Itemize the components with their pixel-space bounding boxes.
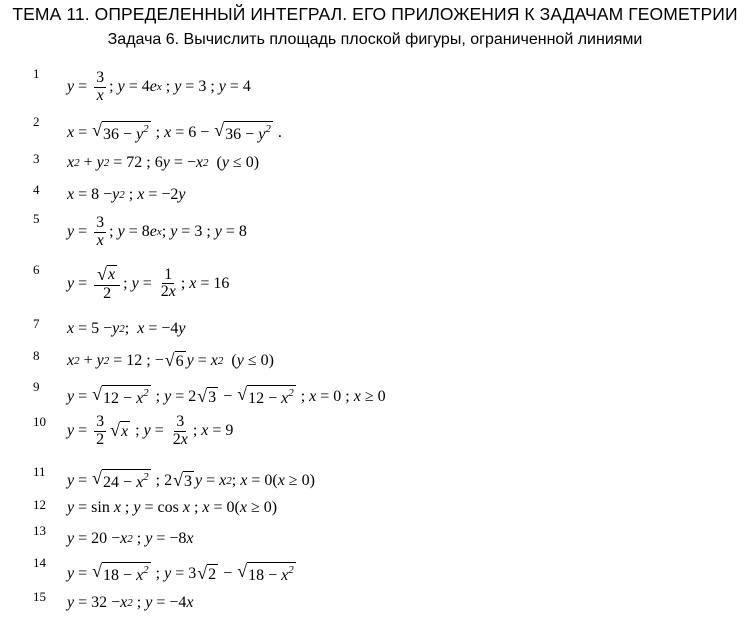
problem-number: 6: [33, 262, 40, 277]
problem-12-formula: y = sin x ; y = cos x ; x = 0( x ≥ 0): [67, 499, 278, 516]
problem-number: 1: [33, 66, 40, 81]
header: [0, 4, 750, 49]
problem-7-formula: x = 5 − y 2 ; x = −4 y: [67, 320, 186, 337]
problem-9-formula: y = √ $12 - x^2$ ; y = 2 √ 3 − √ $12 - x^2$ ; x = 0 ; x ≥ 0: [67, 384, 386, 407]
problem-number: 14: [33, 555, 46, 570]
problem-number: 15: [33, 589, 46, 604]
problem-number: 13: [33, 523, 46, 538]
problem-number: 5: [33, 211, 40, 226]
problem-8-formula: x 2 + y 2 = 12 ; − √ 6 y = x 2 ( y ≤ 0): [67, 350, 274, 370]
problem-3-formula: x 2 + y 2 = 72 ; 6 y = − x 2 ( y ≤ 0): [67, 154, 260, 171]
topic-title: ТЕМА 11. ОПРЕДЕЛЕННЫЙ ИНТЕГРАЛ. ЕГО ПРИЛОЖЕНИЯ К ЗАДАЧАМ ГЕОМЕТРИИ: [12, 4, 738, 24]
problem-4-formula: x = 8 − y 2 ; x = −2 y: [67, 186, 186, 203]
problem-14-formula: y = √ $18 - x^2$ ; y = 3 √ 2 − √ $18 - x^2$: [67, 561, 294, 584]
problem-number: 8: [33, 348, 40, 363]
problem-10-formula: y = $\frac{3}{2}$ √ x ; y = $\frac{3}{2x}$ ; x = 9: [67, 413, 234, 448]
problem-number: 9: [33, 379, 40, 394]
problem-number: 10: [33, 414, 46, 429]
problem-5-formula: y = $\frac{3}{x}$ ; y = 8 e x ; y = 3 ; y = 8: [67, 214, 247, 249]
problem-number: 2: [33, 114, 40, 129]
problem-number: 12: [33, 497, 46, 512]
problem-number: 4: [33, 182, 40, 197]
problem-6-formula: y = √ x 2 ; y = $\frac{1}{2x}$ ; x = 16: [67, 264, 230, 302]
problem-11-formula: y = √ $24 - x^2$ ; 2 √ 3 y = x 2 ; x = 0( x ≥ 0): [67, 468, 315, 491]
problem-15-formula: y = 32 − x 2 ; y = −4 x: [67, 594, 194, 611]
problem-number: 11: [33, 464, 46, 479]
problem-13-formula: y = 20 − x 2 ; y = −8 x: [67, 530, 194, 547]
problem-1-formula: y = $\frac{3}{x}$ ; y = 4 e x ; y = 3 ; y = 4: [67, 69, 251, 104]
task-title: Задача 6. Вычислить площадь плоской фигуры, ограниченной линиями: [107, 31, 643, 48]
problem-number: 7: [33, 316, 40, 331]
problem-2-formula: x = √ $36 - y^2$ ; x = 6 − √ $36 - y^2$ .: [67, 120, 282, 143]
problem-number: 3: [33, 151, 40, 166]
